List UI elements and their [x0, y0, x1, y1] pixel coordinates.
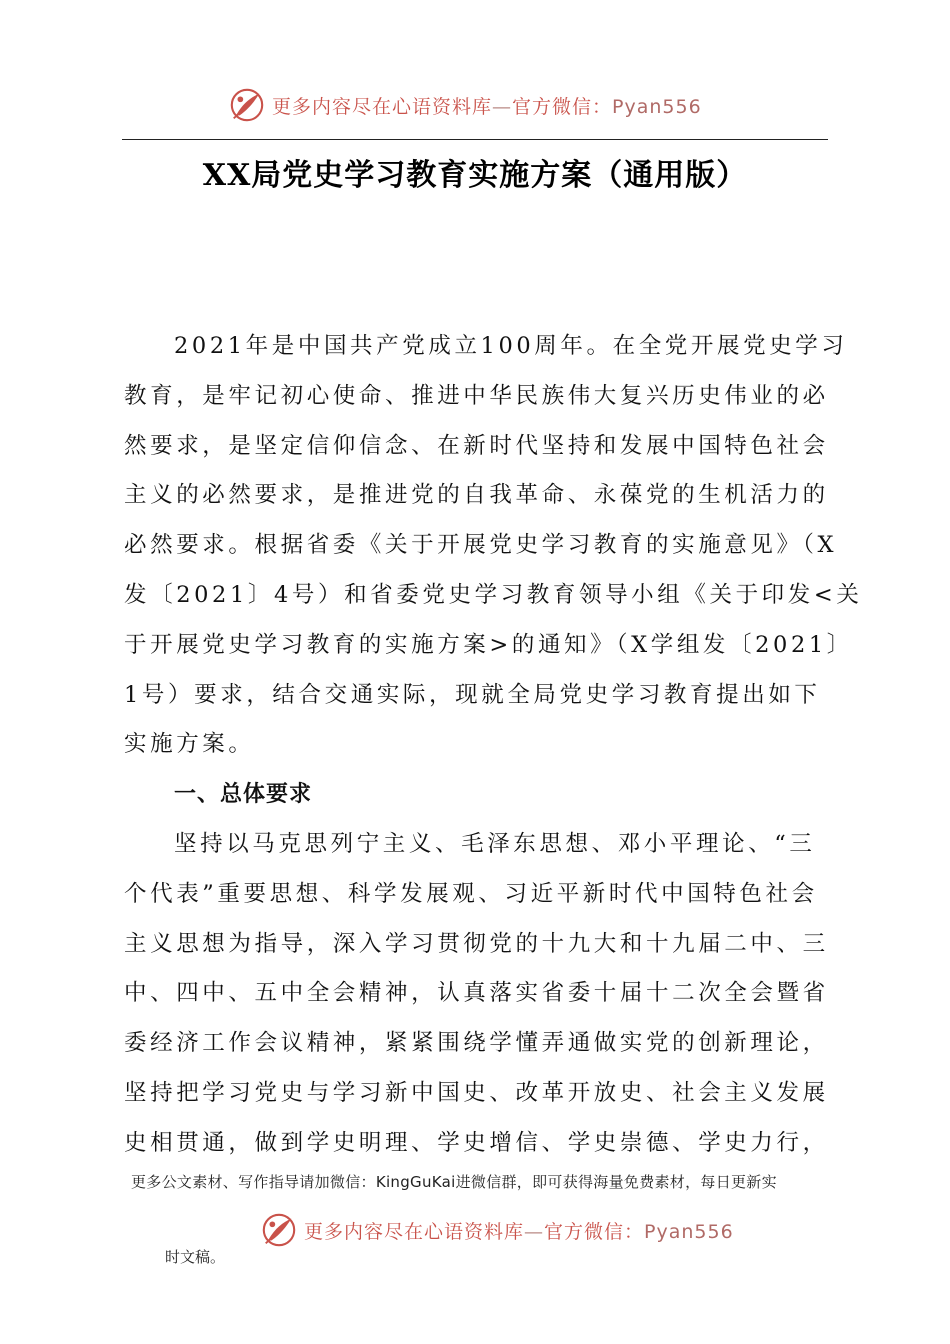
document-body: [124, 322, 863, 1169]
paragraph-line: 坚持把学习党史与学习新中国史、改革开放史、社会主义发展: [124, 1079, 829, 1106]
paragraph-line: 主义思想为指导，深入学习贯彻党的十九大和十九届二中、三: [124, 930, 829, 957]
pen-nib-logo-icon: [260, 1211, 298, 1249]
watermark-official: 官方微信：: [512, 95, 613, 118]
header-rule: [122, 139, 828, 140]
paragraph-line: 发〔2021〕4号）和省委党史学习教育领导小组《关于印发<关: [124, 581, 863, 608]
watermark-brand: 更多内容尽在心语资料库: [304, 1220, 525, 1243]
section-paragraph: [124, 820, 830, 1169]
paragraph-line: 史相贯通，做到学史明理、学史增信、学史崇德、学史力行，: [124, 1129, 829, 1156]
section-heading: 一、总体要求: [174, 782, 313, 808]
paragraph-line: 主义的必然要求，是推进党的自我革命、永葆党的生机活力的: [124, 482, 829, 509]
paragraph-line: 1号）要求，结合交通实际，现就全局党史学习教育提出如下: [124, 681, 821, 708]
watermark-wechat-id: Pyan556: [612, 95, 702, 118]
pen-nib-logo-icon: [228, 86, 266, 124]
paragraph-line: 于开展党史学习教育的实施方案>的通知》（X学组发〔2021〕: [124, 631, 853, 658]
document-title: XX局党史学习教育实施方案（通用版）: [202, 158, 748, 193]
watermark-wechat-id: Pyan556: [644, 1220, 734, 1243]
footer-watermark: [260, 1210, 734, 1250]
footer-note: [131, 1171, 777, 1192]
watermark-dash: —: [524, 1220, 545, 1243]
watermark-dash: —: [492, 95, 513, 118]
header-watermark: [228, 85, 702, 125]
footer-note-prefix: 更多公文素材、写作指导请加微信：: [131, 1173, 376, 1191]
paragraph-line: 中、四中、五中全会精神，认真落实省委十届十二次全会暨省: [124, 980, 829, 1007]
footer-note-suffix: 进微信群，即可获得海量免费素材，每日更新实: [455, 1173, 777, 1191]
footer-note-tail: 时文稿。: [165, 1248, 226, 1266]
paragraph-line: 教育，是牢记初心使命、推进中华民族伟大复兴历史伟业的必: [124, 382, 829, 409]
paragraph-line: 坚持以马克思列宁主义、毛泽东思想、邓小平理论、“三: [174, 830, 816, 857]
paragraph-line: 2021年是中国共产党成立100周年。在全党开展党史学习: [174, 333, 848, 359]
watermark-official: 官方微信：: [544, 1220, 645, 1243]
watermark-text: [272, 92, 702, 119]
watermark-text: [304, 1217, 734, 1244]
footer-note-id: KingGuKai: [375, 1173, 456, 1191]
intro-paragraph: [124, 322, 863, 770]
paragraph-line: 必然要求。根据省委《关于开展党史学习教育的实施意见》（X: [124, 532, 838, 559]
paragraph-line: 委经济工作会议精神，紧紧围绕学懂弄通做实党的创新理论，: [124, 1030, 829, 1057]
paragraph-line: 然要求，是坚定信仰信念、在新时代坚持和发展中国特色社会: [124, 432, 829, 459]
watermark-brand: 更多内容尽在心语资料库: [272, 95, 493, 118]
paragraph-line: 个代表”重要思想、科学发展观、习近平新时代中国特色社会: [124, 880, 818, 907]
paragraph-line: 实施方案。: [124, 731, 255, 758]
